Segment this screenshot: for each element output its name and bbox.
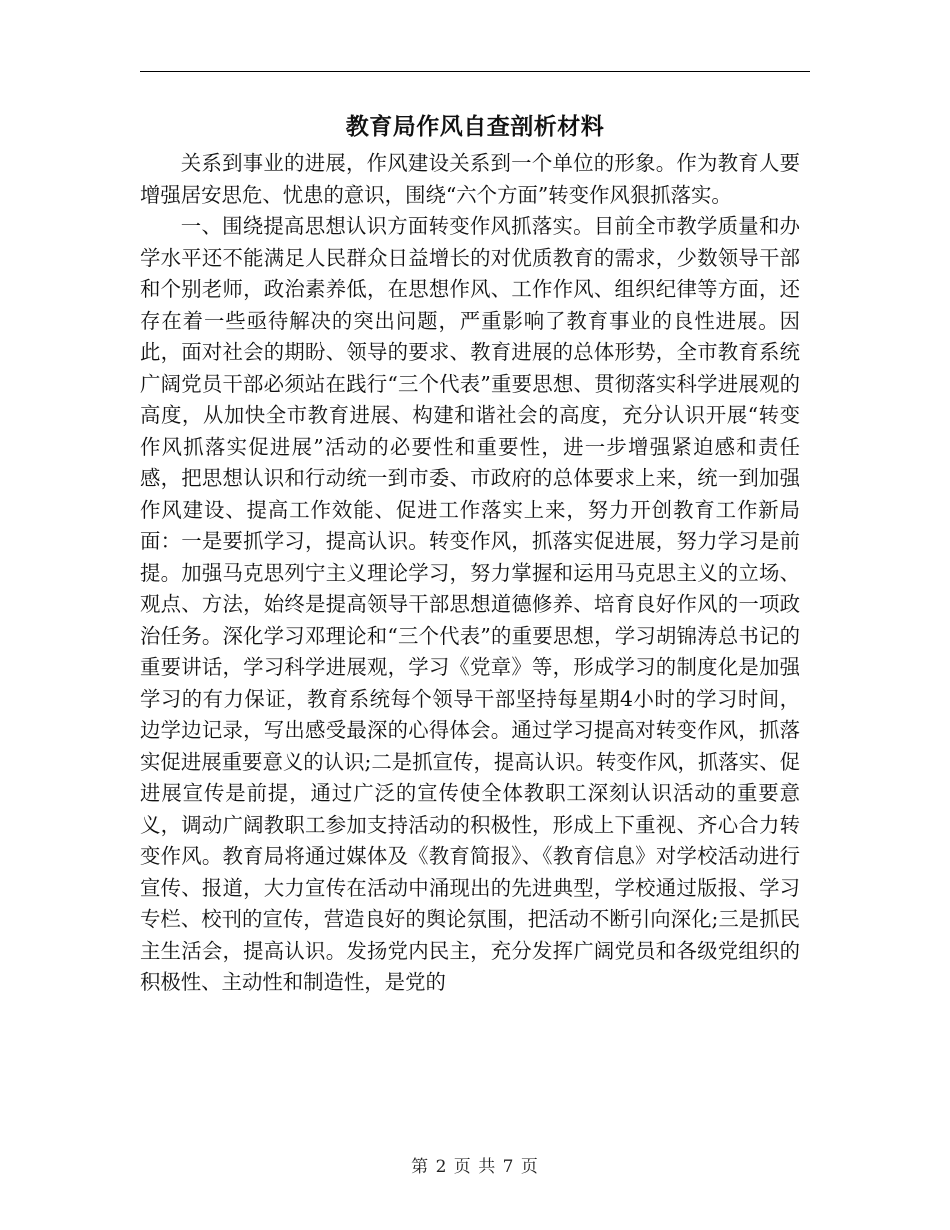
page-footer — [140, 1152, 810, 1177]
page-number-label: 第 2 页 共 7 页 — [411, 1157, 539, 1177]
document-title: 教育局作风自查剖析材料 — [345, 114, 605, 140]
paragraph-section-one: 一、围绕提高思想认识方面转变作风抓落实。目前全市教学质量和办学水平还不能满足人民群众日益增长的对优质教育的需求，少数领导干部和个别老师，政治素养低，在思想作风、工作作风、组织纪律等方面，还存在着一些亟待解决的突出问题，严重影响了教育事业的良性进展。因此，面对社会的期盼、领导的要求、教育进展的总体形势，全市教育系统广阔党员干部必须站在践行“三个代表”重要思想、贯彻落实科学进展观的高度，从加快全市教育进展、构建和谐社会的高度，充分认识开展“转变作风抓落实促进展”活动的必要性和重要性，进一步增强紧迫感和责任感，把思想认识和行动统一到市委、市政府的总体要求上来，统一到加强作风建设、提高工作效能、促进工作落实上来，努力开创教育工作新局面：一是要抓学习，提高认识。转变作风，抓落实促进展，努力学习是前提。加强马克思列宁主义理论学习，努力掌握和运用马克思主义的立场、观点、方法，始终是提高领导干部思想道德修养、培育良好作风的一项政治任务。深化学习邓理论和“三个代表”的重要思想，学习胡锦涛总书记的重要讲话，学习科学进展观，学习《党章》等，形成学习的制度化是加强学习的有力保证，教育系统每个领导干部坚持每星期4小时的学习时间，边学边记录，写出感受最深的心得体会。通过学习提高对转变作风，抓落实促进展重要意义的认识;二是抓宣传，提高认识。转变作风，抓落实、促进展宣传是前提，通过广泛的宣传使全体教职工深刻认识活动的重要意义，调动广阔教职工参加支持活动的积极性，形成上下重视、齐心合力转变作风。教育局将通过媒体及《教育简报》、《教育信息》对学校活动进行宣传、报道，大力宣传在活动中涌现出的先进典型，学校通过版报、学习专栏、校刊的宣传，营造良好的舆论氛围，把活动不断引向深化;三是抓民主生活会，提高认识。发扬党内民主，充分发挥广阔党员和各级党组织的积极性、主动性和制造性，是党的 — [140, 214, 800, 994]
header-rule — [140, 71, 810, 72]
paragraph-intro: 关系到事业的进展，作风建设关系到一个单位的形象。作为教育人要增强居安思危、忧患的意识，围绕“六个方面”转变作风狠抓落实。 — [140, 151, 800, 207]
document-body — [140, 148, 800, 999]
